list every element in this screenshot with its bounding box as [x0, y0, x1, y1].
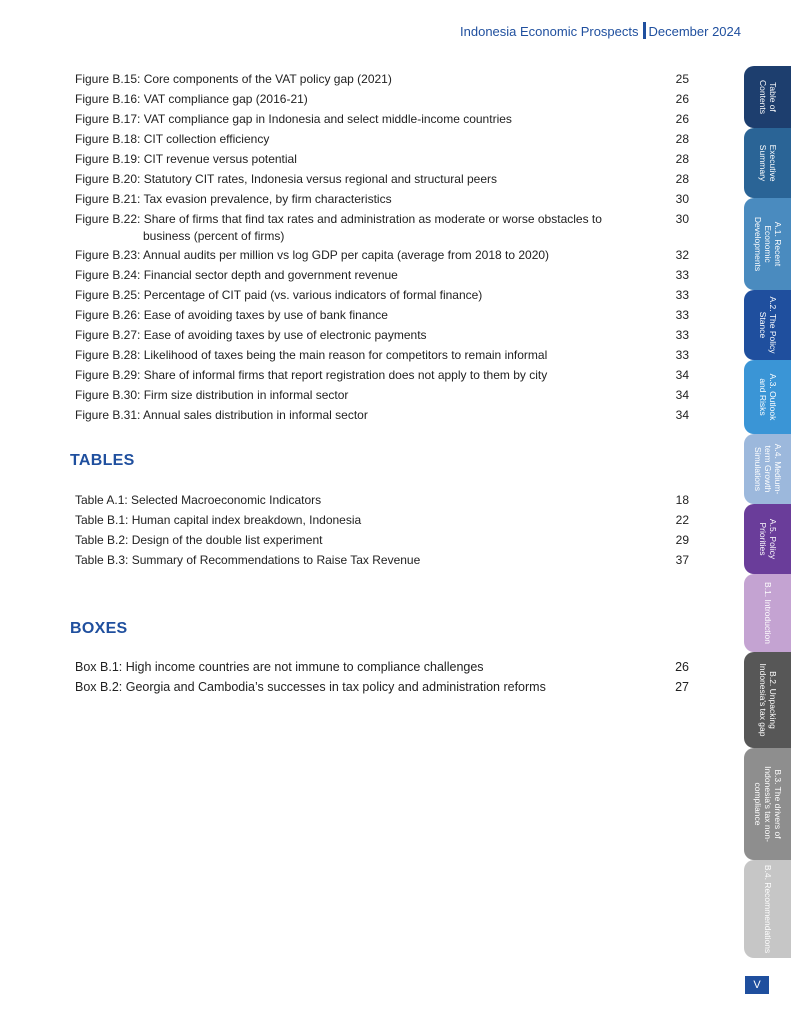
boxes-list: [75, 657, 690, 697]
list-item[interactable]: Figure B.23: Annual audits per million vs log GDP per capita (average from 2018 to 2020) 32: [75, 248, 689, 262]
tab-outlook-and-risks[interactable]: [744, 360, 791, 434]
list-item[interactable]: Table A.1: Selected Macroeconomic Indicators 18: [75, 493, 689, 507]
list-item[interactable]: Figure B.18: CIT collection efficiency 28: [75, 132, 689, 146]
tab-recommendations[interactable]: [744, 860, 791, 958]
page-number: V: [745, 976, 769, 994]
list-item[interactable]: Figure B.20: Statutory CIT rates, Indonesia versus regional and structural peers 28: [75, 172, 689, 186]
tab-introduction[interactable]: [744, 574, 791, 652]
tab-recent-economic-developments[interactable]: [744, 198, 791, 290]
boxes-heading: BOXES: [70, 620, 128, 637]
tab-label: A.3. Outlook and Risks: [757, 373, 778, 421]
tables-heading: TABLES: [70, 452, 135, 469]
tab-medium-term-growth-simulations[interactable]: [744, 434, 791, 504]
list-item[interactable]: Figure B.25: Percentage of CIT paid (vs. various indicators of formal finance) 33: [75, 288, 689, 302]
running-header: [460, 22, 741, 39]
list-item[interactable]: Figure B.26: Ease of avoiding taxes by use of bank finance 33: [75, 308, 689, 322]
tab-label: Executive Summary: [757, 144, 778, 182]
tab-label: B.3. The drivers of Indonesia's tax non- compliance: [752, 766, 783, 842]
list-item[interactable]: Table B.2: Design of the double list experiment 29: [75, 533, 689, 547]
list-item[interactable]: Figure B.19: CIT revenue versus potential 28: [75, 152, 689, 166]
tab-label: A.4. Medium- term Growth Simulations: [752, 443, 783, 495]
tab-label: B.1. Introduction: [762, 582, 773, 644]
header-title: Indonesia Economic Prospects: [460, 24, 639, 39]
tab-drivers-of-tax-non-compliance[interactable]: [744, 748, 791, 860]
list-item[interactable]: Figure B.28: Likelihood of taxes being the main reason for competitors to remain informal 33: [75, 348, 689, 362]
list-item[interactable]: Figure B.31: Annual sales distribution in informal sector 34: [75, 408, 689, 422]
list-item[interactable]: Figure B.30: Firm size distribution in informal sector 34: [75, 388, 689, 402]
tab-label: A.1. Recent Economic Developments: [752, 216, 783, 272]
tab-label: A.2. The Policy Stance: [757, 296, 778, 354]
header-separator: [643, 22, 646, 39]
list-item[interactable]: Figure B.15: Core components of the VAT policy gap (2021) 25: [75, 72, 689, 86]
list-item[interactable]: Box B.1: High income countries are not immune to compliance challenges 26: [75, 660, 689, 674]
tab-label: B.2. Unpacking Indonesia's tax gap: [757, 663, 778, 737]
list-item[interactable]: Table B.3: Summary of Recommendations to Raise Tax Revenue 37: [75, 553, 689, 567]
list-item[interactable]: Table B.1: Human capital index breakdown, Indonesia 22: [75, 513, 689, 527]
tab-executive-summary[interactable]: [744, 128, 791, 198]
tables-list: [75, 490, 690, 570]
list-item[interactable]: Figure B.16: VAT compliance gap (2016-21) 26: [75, 92, 689, 106]
tab-policy-priorities[interactable]: [744, 504, 791, 574]
header-date: December 2024: [648, 24, 741, 39]
list-item[interactable]: Figure B.21: Tax evasion prevalence, by firm characteristics 30: [75, 192, 689, 206]
list-item[interactable]: Box B.2: Georgia and Cambodia’s successes in tax policy and administration reforms 27: [75, 680, 689, 694]
list-item[interactable]: Figure B.27: Ease of avoiding taxes by use of electronic payments 33: [75, 328, 689, 342]
tab-label: B.4. Recommendations: [762, 864, 773, 954]
figures-list: [75, 69, 690, 425]
tab-unpacking-tax-gap[interactable]: [744, 652, 791, 748]
list-item[interactable]: Figure B.22: Share of firms that find tax rates and administration as moderate or worse obstacles to business (percent of firms) 30: [75, 212, 689, 243]
tab-policy-stance[interactable]: [744, 290, 791, 360]
tab-label: A.5. Policy Priorities: [757, 518, 778, 560]
list-item[interactable]: Figure B.24: Financial sector depth and government revenue 33: [75, 268, 689, 282]
list-item[interactable]: Figure B.17: VAT compliance gap in Indonesia and select middle-income countries 26: [75, 112, 689, 126]
tab-label: Table of Contents: [757, 79, 778, 115]
list-item[interactable]: Figure B.29: Share of informal firms that report registration does not apply to them by city 34: [75, 368, 689, 382]
tab-table-of-contents[interactable]: [744, 66, 791, 128]
